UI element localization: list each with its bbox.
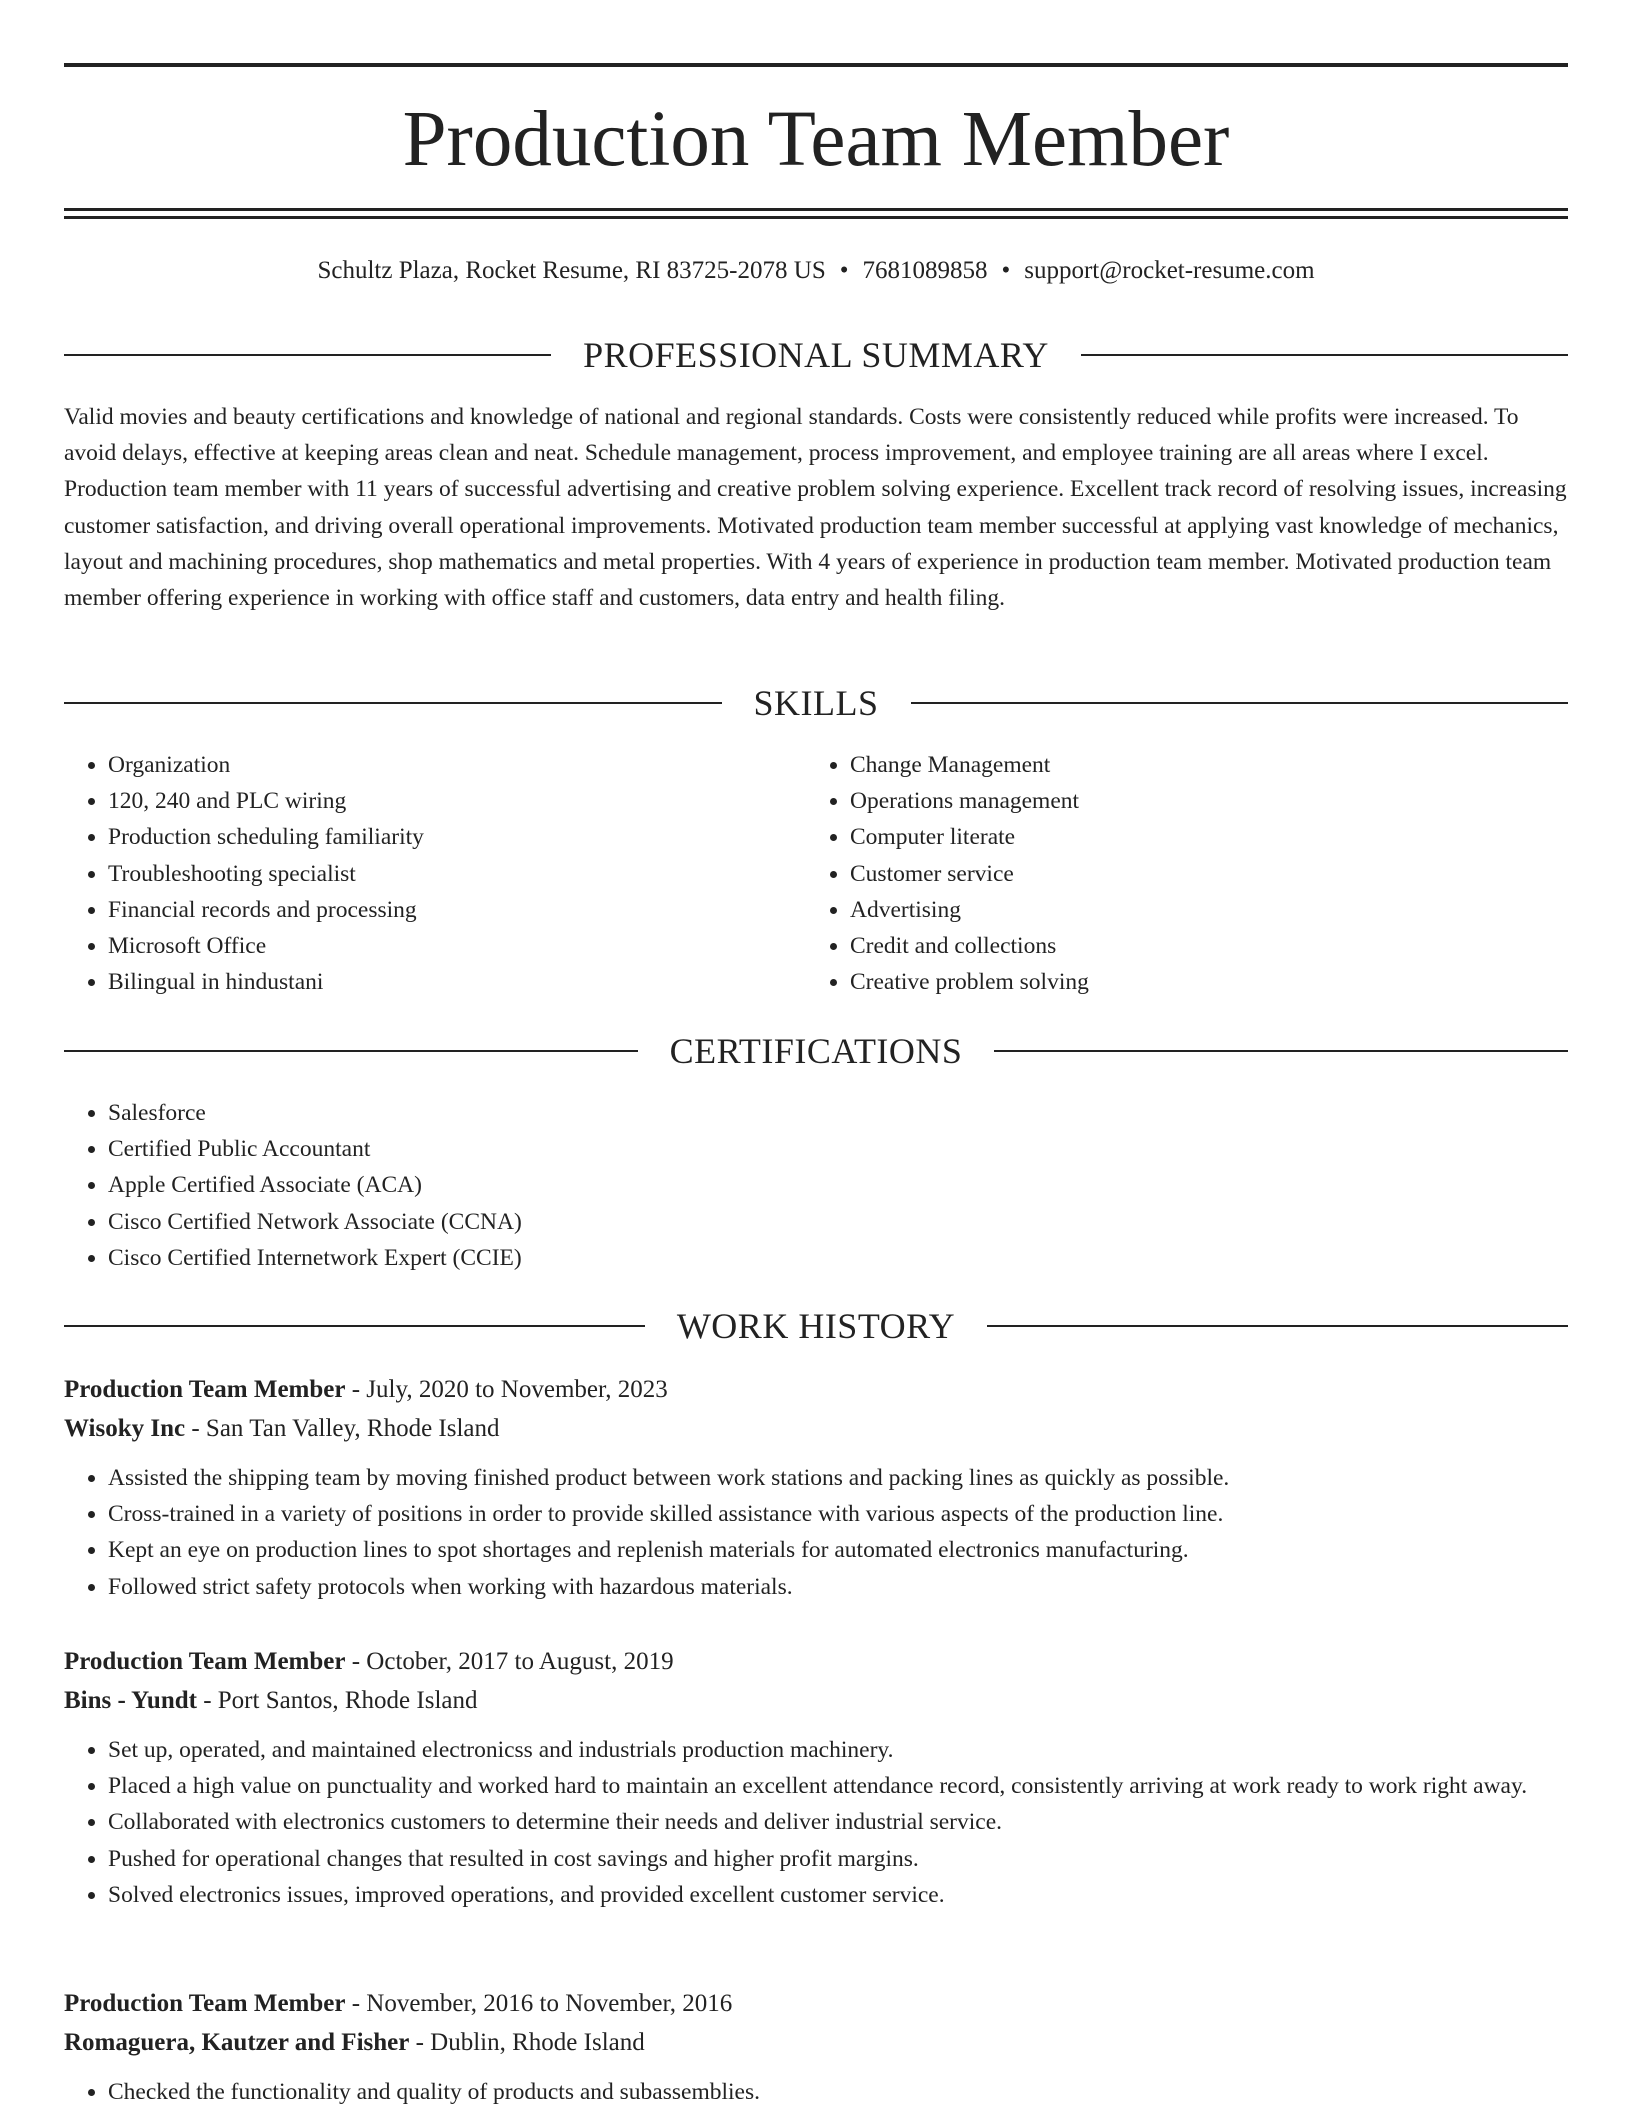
section-rule-right: [1081, 354, 1568, 356]
job-title: Production Team Member: [64, 1990, 346, 2017]
job-title: Production Team Member: [64, 1648, 346, 1675]
contact-address: Schultz Plaza, Rocket Resume, RI 83725-2078 US: [317, 257, 826, 284]
job-dates: - November, 2016 to November, 2016: [345, 1990, 733, 2017]
work-history-heading: WORK HISTORY: [676, 1306, 956, 1346]
section-rule-right: [911, 702, 1569, 704]
job-bullet: • Placed a high value on punctuality and worked hard to maintain an excellent attendance record, consistently arriving at work ready to work right away.: [108, 1768, 1568, 1804]
summary-section-header: [64, 333, 1568, 377]
job-bullet: • Pushed for operational changes that resulted in cost savings and higher profit margins.: [108, 1841, 1568, 1877]
job-bullet: • Checked the functionality and quality of products and subassemblies.: [108, 2074, 1568, 2110]
job-company: Romaguera, Kautzer and Fisher: [64, 2029, 410, 2056]
job-company-line: [64, 2023, 1568, 2063]
section-rule-left: [64, 354, 551, 356]
skill-item: • Financial records and processing: [108, 892, 808, 928]
job-location: - San Tan Valley, Rhode Island: [185, 1415, 500, 1442]
work-history-section-header: [64, 1304, 1568, 1348]
skill-item: • Operations management: [850, 783, 1550, 819]
job-bullet: • Followed strict safety protocols when working with hazardous materials.: [108, 1569, 1568, 1605]
job-title-line: [64, 1985, 1568, 2023]
job-title-line: [64, 1371, 1568, 1409]
section-rule-right: [994, 1050, 1568, 1052]
skill-item: • Microsoft Office: [108, 928, 808, 964]
job-location: - Dublin, Rhode Island: [409, 2029, 645, 2056]
skill-item: • Troubleshooting specialist: [108, 856, 808, 892]
job-bullets: [64, 2074, 1568, 2110]
resume-title: Production Team Member: [402, 96, 1230, 183]
certification-item: • Salesforce: [108, 1095, 1612, 1131]
job-entry: [64, 1985, 1568, 2110]
summary-text: Valid movies and beauty certifications and knowledge of national and regional standards. Costs were consistently reduced while profits were increased. To avoid delays, effective at keeping areas clean and neat. Schedule management, process improvement, and employee training are all areas where I excel. Production team member with 11 years of successful advertising and creative problem solving experience. Excellent track record of resolving issues, increasing customer satisfaction, and driving overall operational improvements. Motivated production team member successful at applying vast knowledge of mechanics, layout and machining procedures, shop mathematics and metal properties. With 4 years of experience in production team member. Motivated production team member offering experience in working with office staff and customers, data entry and health filing.: [64, 404, 1567, 612]
skill-item: • Bilingual in hindustani: [108, 964, 808, 1000]
job-bullet: • Set up, operated, and maintained electronicss and industrials production machinery.: [108, 1732, 1568, 1768]
job-company-line: [64, 1409, 1568, 1449]
section-rule-left: [64, 1050, 638, 1052]
job-bullet: • Kept an eye on production lines to spot shortages and replenish materials for automated electronics manufacturing.: [108, 1532, 1568, 1568]
contact-separator: •: [1001, 257, 1011, 284]
header-top-rule: [64, 63, 1568, 67]
summary-heading: PROFESSIONAL SUMMARY: [583, 335, 1049, 375]
contact-email: support@rocket-resume.com: [1024, 257, 1315, 284]
skills-section-header: [64, 681, 1568, 725]
job-title: Production Team Member: [64, 1376, 346, 1403]
job-title-line: [64, 1643, 1568, 1681]
certification-item: • Cisco Certified Network Associate (CCNA): [108, 1204, 1612, 1240]
job-dates: - July, 2020 to November, 2023: [345, 1376, 668, 1403]
certification-item: • Apple Certified Associate (ACA): [108, 1167, 1612, 1203]
skill-item: • Creative problem solving: [850, 964, 1550, 1000]
skill-item: • Credit and collections: [850, 928, 1550, 964]
certification-item: • Certified Public Accountant: [108, 1131, 1612, 1167]
certification-item: • Cisco Certified Internetwork Expert (CCIE): [108, 1240, 1612, 1276]
skill-item: • 120, 240 and PLC wiring: [108, 783, 808, 819]
skill-item: • Production scheduling familiarity: [108, 819, 808, 855]
section-rule-left: [64, 1325, 645, 1327]
contact-line: [64, 254, 1568, 288]
skills-heading: SKILLS: [753, 683, 879, 723]
header-double-rule-bottom: [64, 216, 1568, 219]
header-double-rule-top: [64, 208, 1568, 211]
job-bullet: • Assisted the shipping team by moving finished product between work stations and packing lines as quickly as possible.: [108, 1460, 1568, 1496]
skill-item: • Change Management: [850, 747, 1550, 783]
certifications-section-header: [64, 1029, 1568, 1073]
contact-phone: 7681089858: [862, 257, 988, 284]
skill-item: • Organization: [108, 747, 808, 783]
skill-item: • Advertising: [850, 892, 1550, 928]
job-bullet: • Cross-trained in a variety of positions in order to provide skilled assistance with various aspects of the production line.: [108, 1496, 1568, 1532]
job-bullet: • Solved electronics issues, improved operations, and provided excellent customer service.: [108, 1877, 1568, 1913]
job-company: Wisoky Inc: [64, 1415, 186, 1442]
skills-list-left: [64, 747, 808, 1000]
job-bullets: [64, 1460, 1568, 1605]
job-bullet: • Collaborated with electronics customers to determine their needs and deliver industrial service.: [108, 1804, 1568, 1840]
contact-separator: •: [839, 257, 849, 284]
skills-list-right: [806, 747, 1550, 1000]
section-rule-left: [64, 702, 722, 704]
skill-item: • Customer service: [850, 856, 1550, 892]
certifications-heading: CERTIFICATIONS: [669, 1031, 963, 1071]
job-company: Bins - Yundt: [64, 1687, 197, 1714]
job-entry: [64, 1371, 1568, 1605]
certifications-list: [64, 1095, 1612, 1276]
job-entry: [64, 1643, 1568, 1913]
job-bullets: [64, 1732, 1568, 1913]
section-rule-right: [987, 1325, 1568, 1327]
job-dates: - October, 2017 to August, 2019: [345, 1648, 674, 1675]
skill-item: • Computer literate: [850, 819, 1550, 855]
job-company-line: [64, 1681, 1568, 1721]
job-location: - Port Santos, Rhode Island: [196, 1687, 478, 1714]
